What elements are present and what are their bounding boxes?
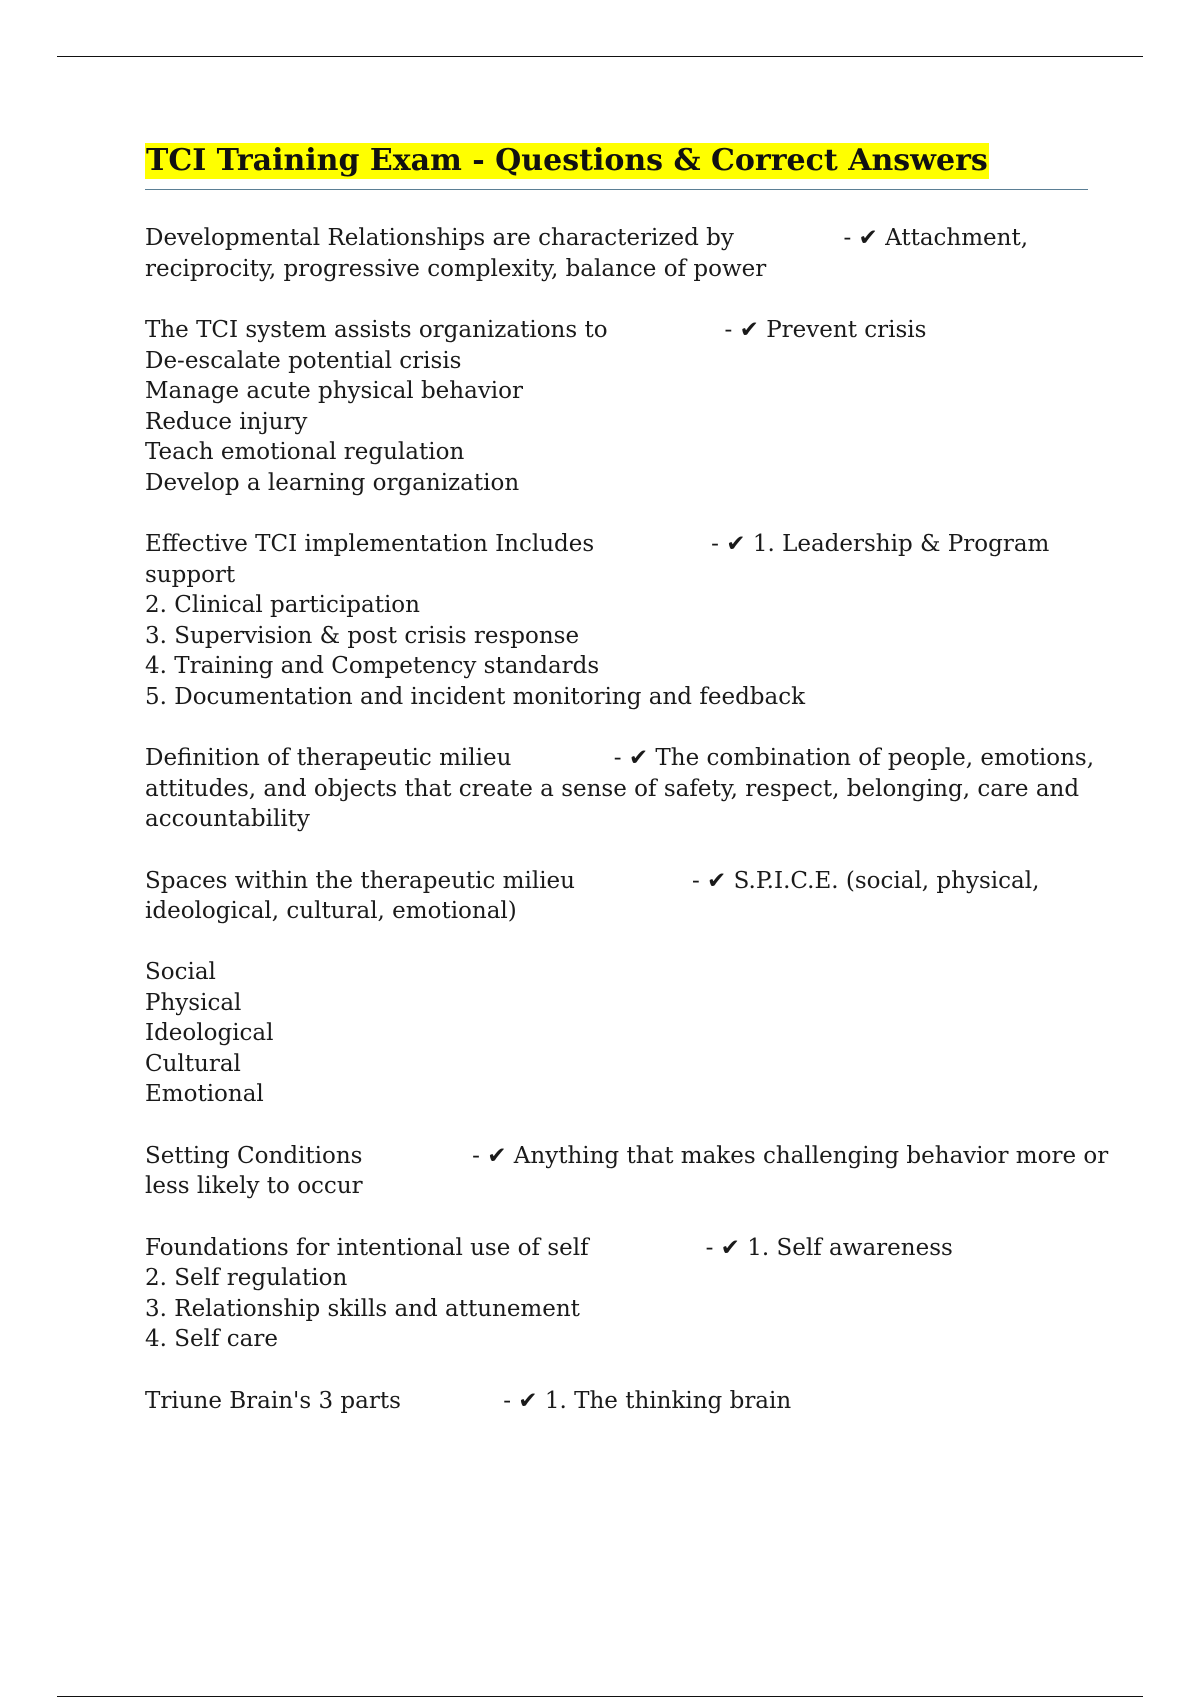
qa-item: [145, 743, 1095, 835]
page-top-rule: [57, 56, 1143, 57]
qa-line: Triune Brain's 3 parts - ✔ 1. The thinking brain: [145, 1387, 792, 1414]
qa-line: Social: [145, 959, 216, 985]
qa-line: Physical: [145, 989, 242, 1016]
qa-line: 2. Self regulation: [145, 1265, 348, 1291]
qa-line: accountability: [145, 806, 310, 832]
qa-line: Spaces within the therapeutic milieu - ✔ S.P.I.C.E. (social, physical,: [145, 867, 1040, 894]
qa-line: less likely to occur: [145, 1173, 363, 1199]
qa-line: The TCI system assists organizations to - ✔ Prevent crisis: [145, 317, 927, 343]
qa-line: Developmental Relationships are characterized by - ✔ Attachment,: [145, 225, 1029, 251]
qa-item: [145, 529, 1088, 712]
qa-line: 5. Documentation and incident monitoring and feedback: [145, 683, 806, 710]
qa-line: 4. Self care: [145, 1326, 279, 1352]
qa-list: [145, 223, 1109, 1447]
qa-item: [145, 223, 1088, 284]
qa-line: Teach emotional regulation: [145, 439, 465, 465]
qa-item: [145, 315, 1088, 498]
qa-line: Effective TCI implementation Includes - ✔ 1. Leadership & Program: [145, 531, 1050, 557]
qa-line: Reduce injury: [145, 408, 308, 435]
qa-item: [145, 1141, 1109, 1202]
qa-line: Manage acute physical behavior: [145, 378, 524, 404]
qa-line: ideological, cultural, emotional): [145, 898, 517, 924]
qa-line: Develop a learning organization: [145, 469, 520, 496]
qa-line: Definition of therapeutic milieu - ✔ The combination of people, emotions,: [145, 745, 1095, 771]
qa-line: Setting Conditions - ✔ Anything that makes challenging behavior more or: [145, 1142, 1109, 1169]
qa-line: De-escalate potential crisis: [145, 347, 462, 374]
qa-line: Emotional: [145, 1081, 264, 1107]
qa-item: [145, 1233, 1088, 1355]
qa-line: 3. Relationship skills and attunement: [145, 1295, 580, 1322]
qa-item: [145, 1386, 1088, 1417]
qa-line: attitudes, and objects that create a sense of safety, respect, belonging, care and: [145, 775, 1080, 802]
title-block: [145, 143, 1088, 190]
qa-line: reciprocity, progressive complexity, balance of power: [145, 255, 767, 282]
qa-line: Foundations for intentional use of self - ✔ 1. Self awareness: [145, 1234, 953, 1261]
qa-line: [145, 927, 1088, 958]
qa-line: 2. Clinical participation: [145, 592, 420, 618]
qa-line: Ideological: [145, 1020, 274, 1046]
qa-line: 3. Supervision & post crisis response: [145, 622, 580, 649]
document-title: TCI Training Exam - Questions & Correct Answers: [146, 143, 988, 178]
qa-line: 4. Training and Competency standards: [145, 653, 600, 679]
qa-line: support: [145, 561, 236, 588]
page-bottom-rule: [57, 1696, 1143, 1697]
qa-item: [145, 866, 1088, 1110]
qa-line: Cultural: [145, 1050, 241, 1077]
